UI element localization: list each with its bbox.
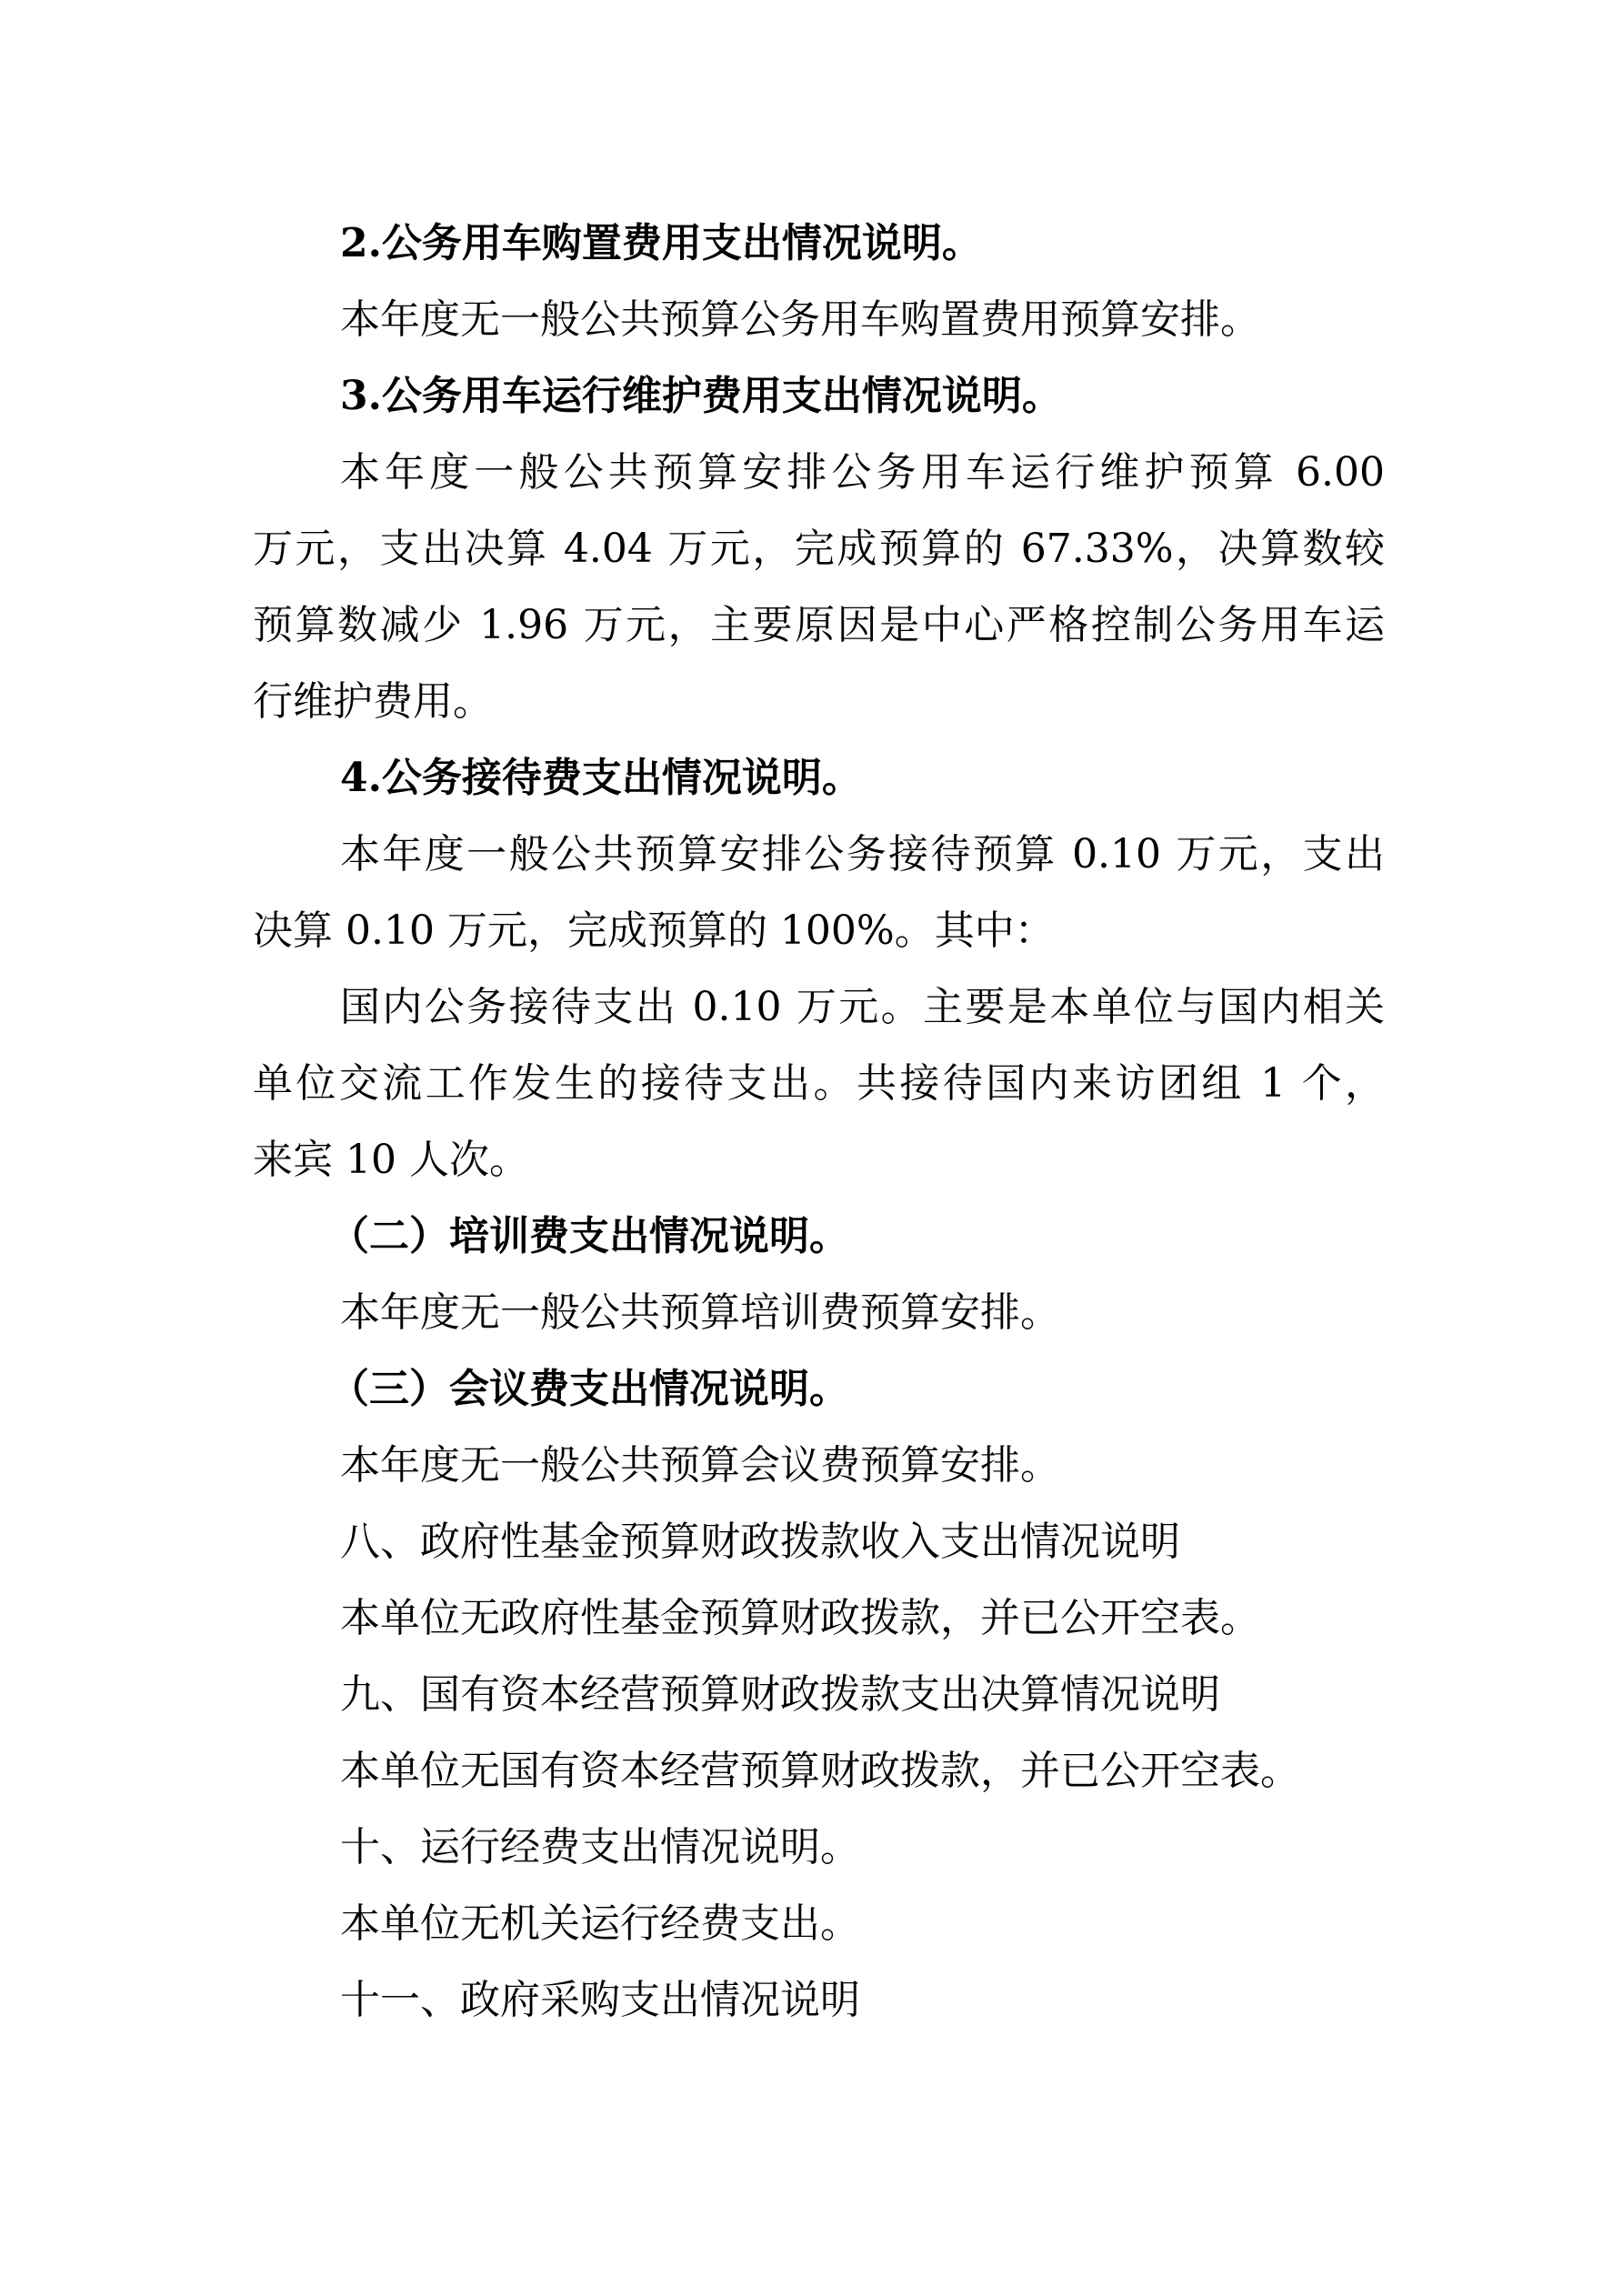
paragraph-line: 万元，支出决算 4.04 万元，完成预算的 67.33%，决算数较	[253, 526, 1385, 572]
paragraph-line: 来宾 10 人次。	[253, 1137, 529, 1183]
subheading-reception: 4.公务接待费支出情况说明。	[340, 755, 862, 801]
paragraph-line: 本单位无政府性基金预算财政拨款，并已公开空表。	[340, 1595, 1260, 1641]
section-heading-operating-expenses: 十、运行经费支出情况说明。	[340, 1824, 860, 1870]
paragraph-line: 本年度一般公共预算安排公务接待预算 0.10 万元，支出	[340, 831, 1385, 877]
subheading-training: （二）培训费支出情况说明。	[329, 1213, 849, 1259]
paragraph-line: 单位交流工作发生的接待支出。共接待国内来访团组 1 个，	[253, 1060, 1385, 1107]
paragraph-line: 本单位无机关运行经费支出。	[340, 1900, 860, 1947]
paragraph-line: 国内公务接待支出 0.10 万元。主要是本单位与国内相关	[340, 984, 1385, 1030]
paragraph-line: 决算 0.10 万元，完成预算的 100%。其中：	[253, 907, 1055, 954]
paragraph-line: 本年度无一般公共预算公务用车购置费用预算安排。	[340, 296, 1260, 343]
section-heading-government-fund: 八、政府性基金预算财政拨款收入支出情况说明	[340, 1519, 1180, 1565]
subheading-vehicle-purchase: 2.公务用车购置费用支出情况说明。	[340, 220, 982, 266]
subheading-meeting: （三）会议费支出情况说明。	[329, 1366, 849, 1412]
paragraph-line: 行维护费用。	[253, 678, 493, 725]
paragraph-line: 本年度一般公共预算安排公务用车运行维护预算 6.00	[340, 449, 1385, 496]
section-heading-procurement: 十一、政府采购支出情况说明	[340, 1977, 860, 2023]
paragraph-line: 本年度无一般公共预算培训费预算安排。	[340, 1289, 1060, 1336]
subheading-vehicle-maintenance: 3.公务用车运行维护费用支出情况说明。	[340, 373, 1062, 419]
paragraph-line: 本年度无一般公共预算会议费预算安排。	[340, 1442, 1060, 1489]
paragraph-line: 预算数减少 1.96 万元，主要原因是中心严格控制公务用车运	[253, 602, 1385, 648]
document-body	[253, 206, 1385, 2039]
paragraph-line: 本单位无国有资本经营预算财政拨款，并已公开空表。	[340, 1748, 1300, 1794]
section-heading-state-capital: 九、国有资本经营预算财政拨款支出决算情况说明	[340, 1671, 1220, 1718]
